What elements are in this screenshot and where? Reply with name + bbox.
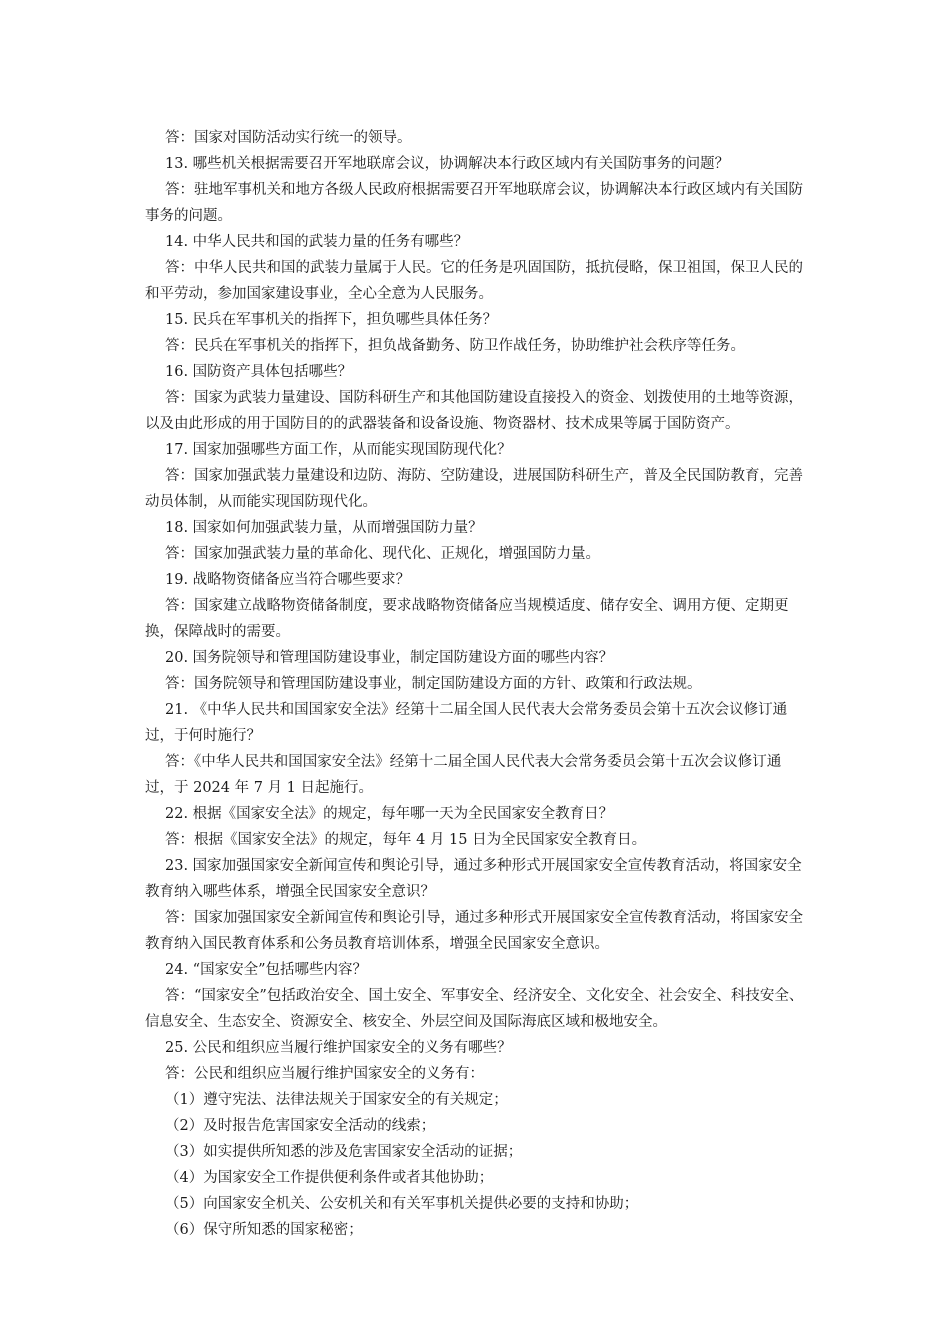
answer-21: 答：《中华人民共和国国家安全法》经第十二届全国人民代表大会常务委员会第十五次会议修订通过，于 2024 年 7 月 1 日起施行。	[145, 754, 782, 796]
answer-14: 答：中华人民共和国的武装力量属于人民。它的任务是巩固国防，抵抗侵略，保卫祖国，保卫人民的和平劳动，参加国家建设事业，全心全意为人民服务。	[145, 260, 803, 302]
duty-list-item: （5）向国家安全机关、公安机关和有关军事机关提供必要的支持和协助；	[165, 1196, 639, 1212]
question-15: 15. 民兵在军事机关的指挥下，担负哪些具体任务？	[165, 312, 498, 328]
answer-20: 答：国务院领导和管理国防建设事业，制定国防建设方面的方针、政策和行政法规。	[165, 676, 702, 692]
answer-24: 答：“国家安全”包括政治安全、国土安全、军事安全、经济安全、文化安全、社会安全、科技安全、信息安全、生态安全、资源安全、核安全、外层空间及国际海底区域和极地安全。	[145, 988, 804, 1030]
duty-list-item: （1）遵守宪法、法律法规关于国家安全的有关规定；	[165, 1092, 508, 1108]
question-16: 16. 国防资产具体包括哪些？	[165, 364, 353, 380]
answer-12: 答：国家对国防活动实行统一的领导。	[165, 130, 412, 146]
question-24: 24. “国家安全”包括哪些内容？	[165, 962, 367, 978]
question-14: 14. 中华人民共和国的武装力量的任务有哪些？	[165, 234, 469, 250]
answer-17: 答：国家加强武装力量建设和边防、海防、空防建设，进展国防科研生产，普及全民国防教育，完善动员体制，从而能实现国防现代化。	[145, 468, 803, 510]
answer-15: 答：民兵在军事机关的指挥下，担负战备勤务、防卫作战任务，协助维护社会秩序等任务。	[165, 338, 745, 354]
question-20: 20. 国务院领导和管理国防建设事业，制定国防建设方面的哪些内容？	[165, 650, 614, 666]
answer-22: 答：根据《国家安全法》的规定，每年 4 月 15 日为全民国家安全教育日。	[165, 832, 647, 848]
question-21: 21. 《中华人民共和国国家安全法》经第十二届全国人民代表大会常务委员会第十五次会议修订通过，于何时施行？	[145, 702, 788, 744]
question-13: 13. 哪些机关根据需要召开军地联席会议，协调解决本行政区域内有关国防事务的问题？	[165, 156, 730, 172]
duty-list-item: （4）为国家安全工作提供便利条件或者其他协助；	[165, 1170, 494, 1186]
answer-13: 答：驻地军事机关和地方各级人民政府根据需要召开军地联席会议，协调解决本行政区域内有关国防事务的问题。	[145, 182, 803, 224]
question-17: 17. 国家加强哪些方面工作，从而能实现国防现代化？	[165, 442, 512, 458]
duty-list-item: （2）及时报告危害国家安全活动的线索；	[165, 1118, 436, 1134]
duty-list-item: （6）保守所知悉的国家秘密；	[165, 1222, 363, 1238]
question-22: 22. 根据《国家安全法》的规定，每年哪一天为全民国家安全教育日？	[165, 806, 614, 822]
answer-23: 答：国家加强国家安全新闻宣传和舆论引导，通过多种形式开展国家安全宣传教育活动，将国家安全教育纳入国民教育体系和公务员教育培训体系，增强全民国家安全意识。	[145, 910, 803, 952]
question-25: 25. 公民和组织应当履行维护国家安全的义务有哪些？	[165, 1040, 512, 1056]
answer-18: 答：国家加强武装力量的革命化、现代化、正规化，增强国防力量。	[165, 546, 600, 562]
answer-19: 答：国家建立战略物资储备制度，要求战略物资储备应当规模适度、储存安全、调用方便、定期更换，保障战时的需要。	[145, 598, 789, 640]
question-19: 19. 战略物资储备应当符合哪些要求？	[165, 572, 411, 588]
answer-16: 答：国家为武装力量建设、国防科研生产和其他国防建设直接投入的资金、划拨使用的土地等资源，以及由此形成的用于国防目的的武器装备和设备设施、物资器材、技术成果等属于国防资产。	[145, 390, 803, 432]
duty-list-item: （3）如实提供所知悉的涉及危害国家安全活动的证据；	[165, 1144, 523, 1160]
question-18: 18. 国家如何加强武装力量，从而增强国防力量？	[165, 520, 483, 536]
question-23: 23. 国家加强国家安全新闻宣传和舆论引导，通过多种形式开展国家安全宣传教育活动，将国家安全教育纳入哪些体系，增强全民国家安全意识？	[145, 858, 802, 900]
answer-25: 答：公民和组织应当履行维护国家安全的义务有：	[165, 1066, 484, 1082]
document-page	[145, 125, 805, 1243]
